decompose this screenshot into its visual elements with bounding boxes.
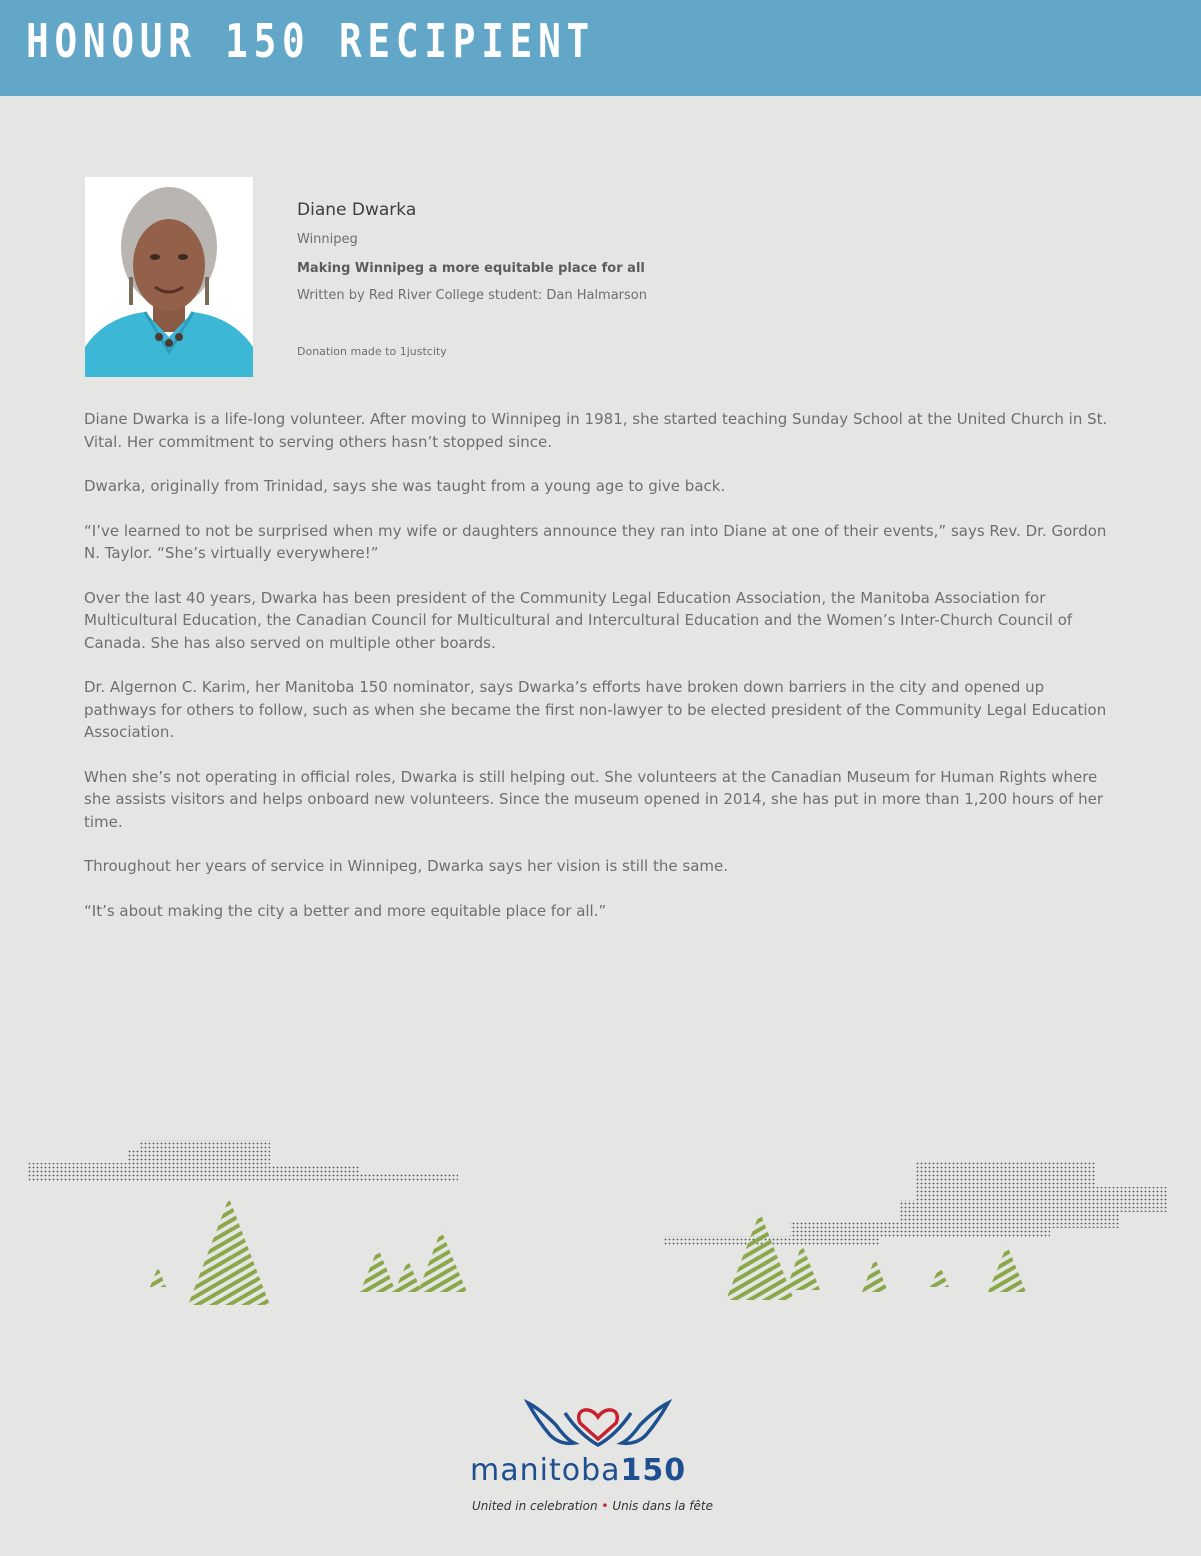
portrait-illustration (85, 177, 253, 377)
logo-word: manitoba (470, 1453, 621, 1488)
article-paragraph: Diane Dwarka is a life-long volunteer. After moving to Winnipeg in 1981, she started teaching Sunday School at the United Church in St. Vital. Her commitment to serving others hasn’t stopped since. (84, 410, 1108, 451)
article-headline: Making Winnipeg a more equitable place for all (297, 261, 645, 276)
tree-icon (862, 1258, 888, 1292)
article-body (84, 408, 1114, 944)
tree-icon (786, 1244, 820, 1290)
donation-note: Donation made to 1justcity (297, 345, 447, 358)
tree-icon (988, 1245, 1026, 1292)
tagline-separator: • (601, 1499, 609, 1513)
tagline-french: Unis dans la fête (612, 1499, 713, 1513)
article-paragraph: Over the last 40 years, Dwarka has been president of the Community Legal Education Association, the Manitoba Association for Multicultural Education, the Canadian Council for Multicultural and Intercultural Education and the Women’s Inter-Church Council of Canada. She has also served on multiple other boards. (84, 588, 1073, 652)
recipient-city: Winnipeg (297, 232, 358, 247)
tree-icon (188, 1198, 270, 1305)
logo-tagline (472, 1499, 713, 1513)
recipient-photo (85, 177, 253, 377)
article-paragraph: “I’ve learned to not be surprised when my wife or daughters announce they ran into Diane at one of their events,” says Rev. Dr. Gordon N. Taylor. “She’s virtually everywhere!” (84, 521, 1107, 562)
decorative-landscape (0, 1130, 1201, 1320)
cloud-right-icon (664, 1162, 1168, 1246)
article-paragraph: When she’s not operating in official roles, Dwarka is still helping out. She volunteers at the Canadian Museum for Human Rights where she assists visitors and helps onboard new volunteers. Since the museum opened in 2014, she has put in more than 1,200 hours of her time. (84, 767, 1104, 831)
article-paragraph: “It’s about making the city a better and more equitable place for all.” (84, 901, 607, 920)
tree-icon (930, 1266, 949, 1287)
manitoba-150-logo (470, 1395, 730, 1520)
recipient-name: Diane Dwarka (297, 200, 417, 220)
tree-icon (394, 1260, 422, 1292)
article-paragraph: Throughout her years of service in Winnipeg, Dwarka says her vision is still the same. (84, 857, 728, 875)
doves-heart-icon (470, 1395, 730, 1455)
tree-icon (360, 1248, 396, 1292)
logo-number: 150 (620, 1453, 687, 1488)
banner-title: HONOUR 150 RECIPIENT (26, 14, 595, 68)
recipient-info (297, 198, 997, 358)
header-banner (0, 0, 1201, 96)
article-byline: Written by Red River College student: Dan Halmarson (297, 288, 647, 303)
tree-icon (150, 1267, 166, 1287)
tree-icon (418, 1230, 467, 1292)
logo-wordmark (470, 1453, 730, 1488)
tagline-english: United in celebration (472, 1499, 598, 1513)
cloud-left-icon (28, 1140, 458, 1182)
article-paragraph: Dr. Algernon C. Karim, her Manitoba 150 nominator, says Dwarka’s efforts have broken down barriers in the city and opened up pathways for others to follow, such as when she became the first non-lawyer to be elected president of the Community Legal Education Association. (84, 678, 1107, 741)
tree-icon (726, 1212, 794, 1300)
article-paragraph: Dwarka, originally from Trinidad, says she was taught from a young age to give back. (84, 477, 726, 495)
